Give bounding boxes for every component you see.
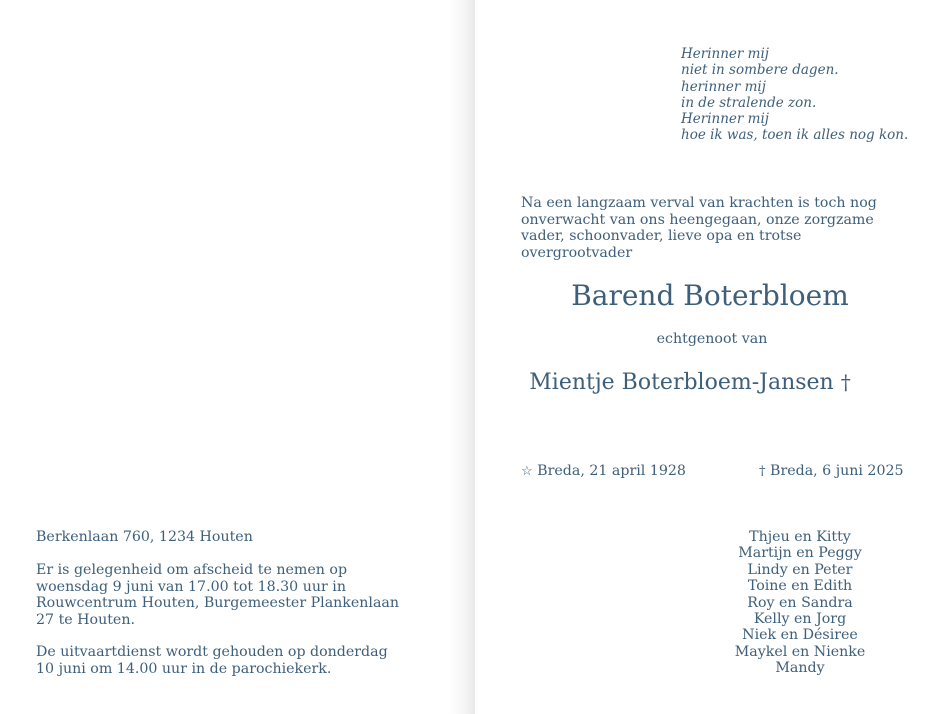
spouse-name-line: [475, 368, 905, 397]
announcement-line: onverwacht van ons heengegaan, onze zorgzame: [521, 211, 874, 228]
cross-icon: †: [759, 464, 766, 479]
family-member: Mandy: [775, 660, 825, 677]
birth-text: Breda, 21 april 1928: [537, 463, 686, 479]
family-member: Lindy en Peter: [747, 561, 853, 578]
poem-line: Herinner mij: [681, 46, 769, 62]
death-text: Breda, 6 juni 2025: [770, 463, 904, 479]
visitation-line: Rouwcentrum Houten, Burgemeester Plankenlaan: [36, 595, 400, 611]
announcement-text: [521, 195, 901, 261]
star-icon: ☆: [521, 464, 533, 479]
poem-line: Herinner mij: [681, 111, 769, 128]
visitation-line: woensdag 9 juni van 17.00 tot 18.30 uur in: [36, 578, 346, 595]
announcement-line: Na een langzaam verval van krachten is toch nog: [521, 195, 877, 211]
visitation-line: 27 te Houten.: [36, 611, 135, 628]
service-line: 10 juni om 14.00 uur in de parochiekerk.: [36, 660, 332, 677]
family-member: Roy en Sandra: [747, 594, 853, 611]
family-member: Maykel en Nienke: [734, 643, 866, 660]
cross-icon: †: [840, 370, 851, 394]
family-member: Toine en Edith: [747, 578, 853, 595]
poem: [681, 46, 908, 144]
announcement-line: vader, schoonvader, lieve opa en trotse: [521, 228, 802, 244]
poem-line: in de stralende zon.: [681, 94, 817, 111]
address: Berkenlaan 760, 1234 Houten: [36, 529, 253, 545]
family-member: Niek en Désiree: [742, 627, 858, 644]
deceased-name: Barend Boterbloem: [571, 279, 849, 312]
death-info: [759, 462, 904, 481]
right-page: [475, 0, 950, 714]
spouse-name: Mientje Boterbloem-Jansen: [529, 370, 834, 395]
birth-info: [521, 462, 686, 481]
spouse-label: echtgenoot van: [656, 331, 768, 347]
announcement-line: overgrootvader: [521, 244, 633, 261]
poem-line: hoe ik was, toen ik alles nog kon.: [681, 127, 909, 144]
family-member: Kelly en Jorg: [753, 611, 847, 628]
service-line: De uitvaartdienst wordt gehouden op donderdag: [36, 644, 388, 660]
service-text: [36, 644, 388, 677]
family-member: Thjeu en Kitty: [749, 529, 851, 545]
visitation-text: [36, 562, 399, 628]
poem-line: niet in sombere dagen.: [681, 62, 839, 79]
family-list: [700, 529, 900, 677]
fold-shadow: [448, 0, 476, 714]
poem-line: herinner mij: [681, 78, 766, 95]
visitation-line: Er is gelegenheid om afscheid te nemen op: [36, 562, 348, 578]
family-member: Martijn en Peggy: [738, 545, 862, 562]
